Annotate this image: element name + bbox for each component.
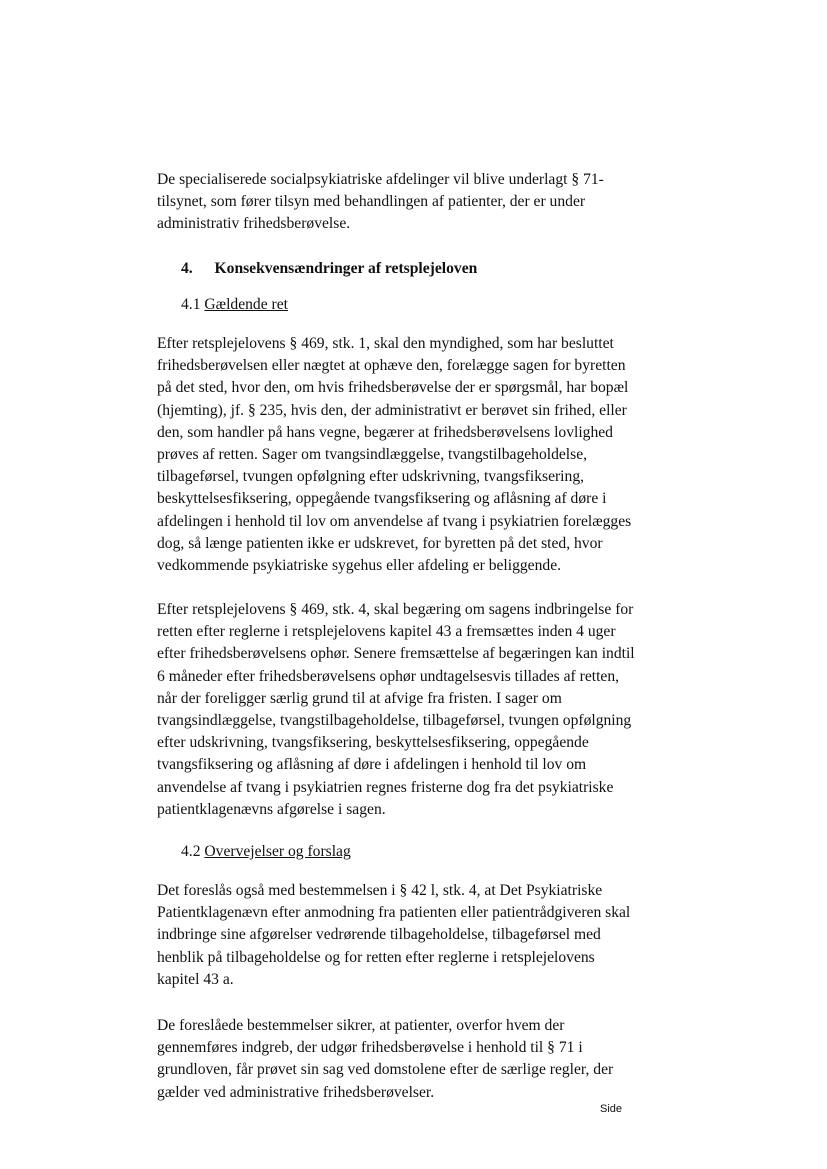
text-line: patientklagenævns afgørelse i sagen. [157, 800, 386, 818]
text-line: tilsynet, som fører tilsyn med behandlingen af patienter, der er under [157, 193, 586, 211]
text-line: Patientklagenævn efter anmodning fra patienten eller patientrådgiveren skal [157, 904, 631, 922]
text-line: prøves af retten. Sager om tvangsindlæggelse, tvangstilbageholdelse, [157, 446, 588, 464]
page-footer-label: Side [600, 1103, 623, 1115]
paragraph-4 [157, 1015, 677, 1104]
text-line: gælder ved administrative frihedsberøvelser. [157, 1083, 435, 1101]
text-line: retten efter reglerne i retsplejelovens kapitel 43 a fremsættes inden 4 uger [157, 623, 616, 641]
text-line: tvangsfiksering og aflåsning af døre i afdelingen i henhold til lov om [157, 756, 587, 774]
text-line: når der foreligger særlig grund til at afvige fra fristen. I sager om [157, 689, 562, 707]
text-line: Det foreslås også med bestemmelsen i § 42 l, stk. 4, at Det Psykiatriske [157, 882, 603, 899]
text-line: tilbageførsel, tvungen opfølgning efter udskrivning, tvangsfiksering, [157, 468, 585, 486]
text-line: kapitel 43 a. [157, 970, 234, 988]
section-4-heading [181, 258, 701, 280]
text-line: vedkommende psykiatriske sygehus eller afdeling er beliggende. [157, 557, 562, 575]
text-line: administrativ frihedsberøvelse. [157, 215, 351, 233]
section-title: Konsekvensændringer af retsplejeloven [214, 260, 478, 277]
text-line: (hjemting), jf. § 235, hvis den, der administrativt er berøvet sin frihed, eller [157, 401, 627, 419]
subsection-title: Gældende ret [204, 296, 288, 313]
subsection-number: 4.2 [181, 843, 201, 860]
text-line: dog, så længe patienten ikke er udskrevet, for byretten på det sted, hvor [157, 534, 603, 552]
text-line: frihedsberøvelsen eller nægtet at ophæve den, forelægge sagen for byretten [157, 357, 626, 375]
section-number: 4. [181, 260, 193, 277]
text-line: henblik på tilbageholdelse og for retten efter reglerne i retsplejelovens [157, 948, 595, 966]
text-line: på det sted, hvor den, om hvis frihedsberøvelse der er spørgsmål, har bopæl [157, 379, 629, 397]
text-line: gennemføres indgreb, der udgør frihedsberøvelse i henhold til § 71 i [157, 1039, 583, 1057]
text-line: afdelingen i henhold til lov om anvendelse af tvang i psykiatrien forelægges [157, 512, 632, 530]
text-line: efter frihedsberøvelsens ophør. Senere fremsættelse af begæringen kan indtil [157, 645, 635, 663]
text-line: 6 måneder efter frihedsberøvelsens ophør undtagelsesvis tillades af retten, [157, 667, 620, 685]
paragraph-3 [157, 880, 677, 991]
text-line: De foreslåede bestemmelser sikrer, at patienter, overfor hvem der [157, 1017, 565, 1034]
text-line: efter udskrivning, tvangsfiksering, beskyttelsesfiksering, oppegående [157, 734, 589, 752]
text-line: den, som handler på hans vegne, begærer at frihedsberøvelsens lovlighed [157, 423, 613, 441]
paragraph-2 [157, 599, 677, 821]
section-4-1-heading [181, 294, 701, 316]
text-line: indbringe sine afgørelser vedrørende tilbageholdelse, tilbageførsel med [157, 926, 601, 944]
subsection-number: 4.1 [181, 296, 201, 313]
text-line: Efter retsplejelovens § 469, stk. 4, skal begæring om sagens indbringelse for [157, 601, 634, 618]
intro-paragraph [157, 169, 677, 236]
section-4-2-heading [181, 841, 701, 863]
text-line: grundloven, får prøvet sin sag ved domstolene efter de særlige regler, der [157, 1061, 614, 1079]
subsection-title: Overvejelser og forslag [204, 843, 351, 860]
text-line: anvendelse af tvang i psykiatrien regnes fristerne dog fra det psykiatriske [157, 778, 614, 796]
text-line: De specialiserede socialpsykiatriske afdelinger vil blive underlagt § 71- [157, 171, 604, 188]
text-line: Efter retsplejelovens § 469, stk. 1, skal den myndighed, som har besluttet [157, 335, 614, 352]
paragraph-1 [157, 333, 677, 577]
text-line: tvangsindlæggelse, tvangstilbageholdelse, tilbageførsel, tvungen opfølgning [157, 712, 632, 730]
text-line: beskyttelsesfiksering, oppegående tvangsfiksering og aflåsning af døre i [157, 490, 607, 508]
